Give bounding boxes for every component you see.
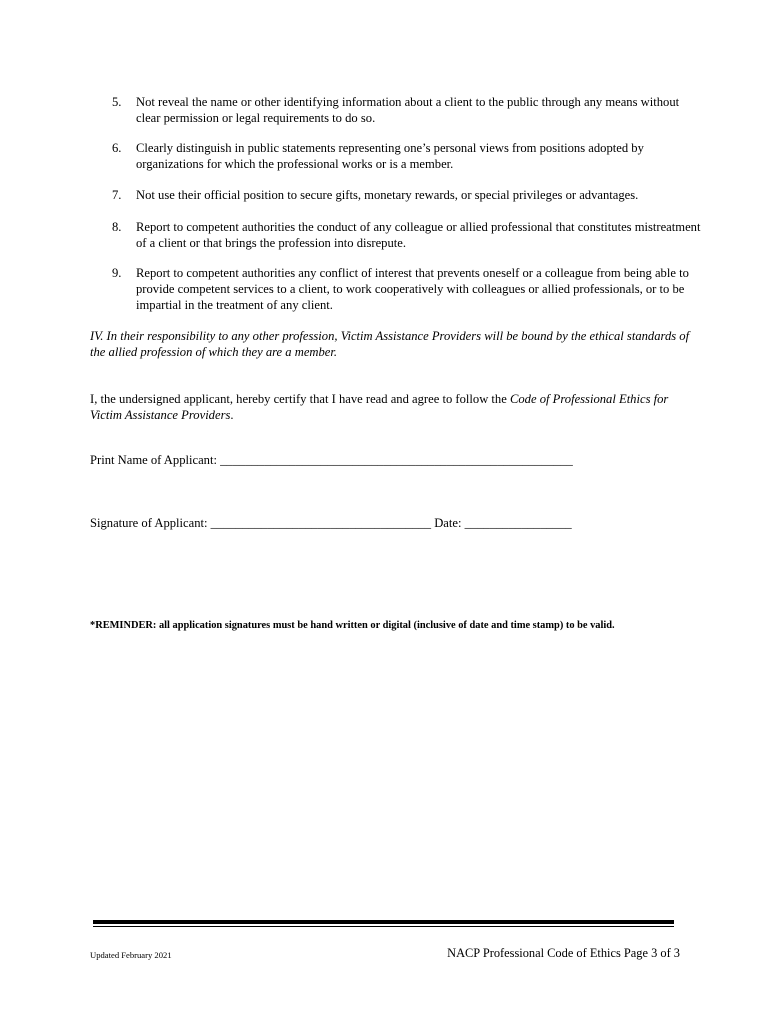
code-title: Code of Professional Ethics for Victim Assistance Providers [90,392,669,422]
list-item-6 [112,140,702,172]
list-item-number: 6. [112,141,122,155]
date-field[interactable]: _________________ [464,516,572,530]
signature-field[interactable]: ___________________________________ [210,516,432,530]
reminder-note: *REMINDER: all application signatures must be hand written or digital (inclusive of date and time stamp) to be valid. [90,620,615,631]
signature-label: Signature of Applicant: [90,516,211,530]
signature-line [90,515,700,531]
list-item-number: 8. [112,220,122,234]
print-name-line [90,452,700,468]
list-item-text: Clearly distinguish in public statements representing one’s personal views from positions adopted by organizations for which the professional works or is a member. [136,141,644,171]
footer-divider [93,920,674,930]
list-item-number: 9. [112,266,122,280]
list-item-8 [112,219,702,251]
list-item-5 [112,94,702,126]
list-item-text: Report to competent authorities any conflict of interest that prevents oneself or a colleague from being able to provide competent services to a client, to work cooperatively with colleagues or allied professionals, or to be impartial in the treatment of any client. [136,266,689,312]
section-iv-statement: IV. In their responsibility to any other profession, Victim Assistance Providers will be bound by the ethical standards of the allied profession of which they are a member. [90,329,690,359]
updated-date: Updated February 2021 [90,950,172,960]
list-item-text: Not reveal the name or other identifying information about a client to the public through any means without clear permission or legal requirements to do so. [136,95,680,125]
list-item-9 [112,265,702,313]
certification-end: . [230,408,234,422]
list-item-7 [112,187,702,203]
list-item-number: 7. [112,188,122,202]
certification-statement [90,391,700,423]
certification-lead: I, the undersigned applicant, hereby certify that I have read and agree to follow the [90,392,510,406]
print-name-label: Print Name of Applicant: [90,453,221,467]
list-item-text: Not use their official position to secure gifts, monetary rewards, or special privileges or advantages. [136,188,639,202]
page-footer-label: NACP Professional Code of Ethics Page 3 of 3 [447,946,680,960]
list-item-number: 5. [112,95,122,109]
date-label: Date: [431,516,465,530]
print-name-field[interactable]: ________________________________________________________ [220,453,573,467]
list-item-text: Report to competent authorities the conduct of any colleague or allied professional that constitutes mistreatment of a client or that brings the profession into disrepute. [136,220,701,250]
